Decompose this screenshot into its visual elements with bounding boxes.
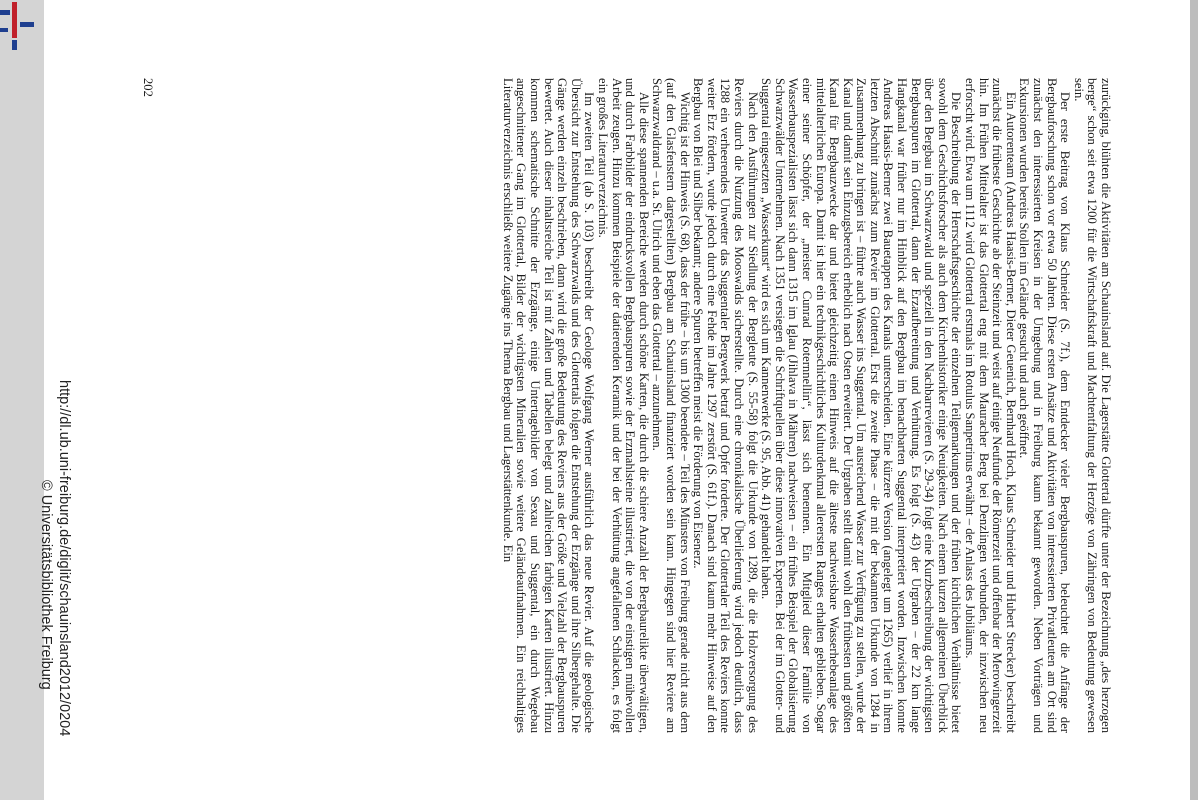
text-column bbox=[500, 78, 1112, 733]
paragraph: Alle diese spannenden Bereiche werden durch schöne Karten, die durch die schiere Anzahl der Bergbaurelikte überwältigen, und durch Farbbilder der eindrucksvollen Bergbauspuren sowie der Erzmahlsteine illustriert, die von der einstigen mühevollen Arbeit zeugen. Hinzu kommen Beispiele der datierenden Keramik und der bei der Verhüttung angefallenen Schlacken, es folgt ein großes Literaturverzeichnis. bbox=[596, 78, 651, 733]
library-logo-icon bbox=[0, 0, 44, 60]
paragraph: Ein Autorenteam (Andreas Haasis-Berner, Dieter Geuenich, Bernhard Hoch, Klaus Schneider und Hubert Strecker) beschreibt zunächst die früheste Geschichte ab der Steinzeit und weist auf einige Neufunde der Römerzeit und offenbar der Merowingerzeit hin. Im Frühen Mittelalter ist das Glottertal eng mit dem Mauracher Berg bei Denzlingen verbunden, der inzwischen neu erforscht wird. Etwa um 1112 wird Glottertal erstmals im Rotulus Sanpetrinus erwähnt – der Anlass des Jubiläums. bbox=[963, 78, 1018, 733]
paragraph: Der erste Beitrag von Klaus Schneider (S. 7f.), dem Entdecker vieler Bergbauspuren, beleuchtet die Anfänge der Bergbauforschung schon vor etwa 50 Jahren. Diese ersten Ansätze und Aktivitäten von interessierten Privatleuten am Ort sind zunächst den interessierten Kreisen in der Umgebung und in Freiburg kaum bekannt geworden. Neben Vorträgen und Exkursionen wurden bereits Stollen im Gelände gesucht und auch geöffnet. bbox=[1017, 78, 1073, 733]
paragraph: Wichtig ist der Hinweis (S. 68), dass der frühe – bis um 1300 beendete – Teil des Münsters von Freiburg gerade nicht aus dem (auf den Glasfenstern dargestellten) Bergbau am Schauinsland finanziert worden sein kann. Hingegen sind hier Reviere am Schwarzwaldrand – u.a. St. Ulrich und eben das Glottertal – anzunehmen. bbox=[650, 78, 692, 733]
viewer-right-edge bbox=[1190, 0, 1198, 800]
paragraph: zurückging, blühten die Aktivitäten am Schauinsland auf. Die Lagerstätte Glottertal dürfte unter der Bezeichnung „des herzogen berge“ schon seit etwa 1200 für die Wirtschaftskraft und Machtentfaltung der Herzöge von Zähringen von Bedeutung gewesen sein. bbox=[1071, 78, 1113, 733]
paragraph: Im zweiten Teil (ab S. 103) beschreibt der Geologe Wolfgang Werner ausführlich das neue Revier. Auf die geologische Übersicht zur Entstehung des Schwarzwalds und des Glottertals folgen die Entstehung der Erzgänge und ihre Silbergehalte. Die Gänge werden einzeln beschrieben, dann wird die große Bedeutung des Reviers aus der Größe und Vielzahl der Bergbauspuren bewertet. Auch dieser inhaltsreiche Teil ist mit Zahlen und Tabellen belegt und zahlreichen farbigen Karten illustriert. Hinzu kommen schematische Schnitte der Erzgänge, einige Untertagebilder von Sexau und Suggental, ein durch Wegebau angeschnittener Gang im Glottertal, Bilder der wichtigsten Mineralien sowie weitere Geländeaufnahmen. Ein reichhaltiges Literaturverzeichnis erschließt weitere Zugänge ins Thema Bergbau und Lagerstättenkunde. Ein bbox=[500, 78, 597, 733]
url-stamp: http://dl.ub.uni-freiburg.de/diglit/schauinsland2012/0204 bbox=[56, 380, 72, 737]
rotated-page-content bbox=[38, 0, 1190, 800]
paragraph: Die Beschreibung der Herrschaftsgeschichte der einzelnen Teilgemarkungen und der frühen kirchlichen Verhältnisse bietet sowohl dem Geschichtsforscher als auch dem Kirchenhistoriker einige Neuigkeiten. Nach einem kurzen allgemeinen Überblick über den Bergbau im Schwarzwald und speziell in den Nachbarrevieren (S. 29-34) folgt eine Kurzbeschreibung der wichtigsten Bergbauspuren im Glottertal, dann der Erzaufbereitung und Verhüttung. Es folgt (S. 43) der Urgraben – der 22 km lange Hangkanal war früher nur im Hinblick auf den Bergbau im benachbarten Suggental interpretiert worden. Inzwischen konnte Andreas Haasis-Berner zwei Bauetappen des Kanals unterscheiden. Eine kürzere Version (angelegt um 1265) verlief in ihrem letzten Abschnitt zunächst zum Revier im Glottertal. Erst die zweite Phase – die mit der bekannten Urkunde von 1284 in Zusammenhang zu bringen ist – führte auch Wasser ins Suggental. Um ausreichend Wasser zur Verfügung zu stellen, wurde der Kanal und damit sein Einzugsbereich erheblich nach Osten erweitert. Der Urgraben stellt damit wohl den frühesten und größten Kanal für Bergbauzwecke dar und bietet gleichzeitig einen Hinweis auf die älteste nachweisbare Wasserhebeanlage des mittelalterlichen Europa. Damit ist hier ein technikgeschichtliches Kulturdenkmal allerersten Ranges erhalten geblieben. Sogar einer seiner Schöpfer, der „meister Cunrad Roternnellin“, lässt sich benennen. Ein Mitglied dieser Familie von Wasserbauspezialisten lässt sich dann 1315 im Iglau (Jihlava in Mähren) nachweisen – ein frühes Beispiel der Globalisierung Schwarzwälder Unternehmen. Nach 1351 versiegen die Schriftquellen über diese innovativen Experten. Bei der im Glotter- und Suggental eingesetzten „Wasserkunst“ wird es sich um Kannenwerke (S. 95, Abb. 41) gehandelt haben. bbox=[759, 78, 964, 733]
copyright-stamp: © Universitätsbibliothek Freiburg bbox=[38, 480, 54, 690]
page-number: 202 bbox=[141, 78, 155, 97]
paragraph: Nach den Ausführungen zur Siedlung der Bergleute (S. 55-58) folgt die Urkunde von 1289, die die Holzversorgung des Reviers durch die Nutzung des Mooswalds sicherstellte. Durch eine chronikalische Überlieferung wird jedoch deutlich, dass 1288 ein verheerendes Unwetter das Suggentaler Bergwerk betraf und Opfer forderte. Der Glottertaler Teil des Reviers konnte weiter Erz fördern, wurde jedoch durch eine Fehde im Jahre 1297 zerstört (S. 61f.). Danach sind kaum mehr Hinweise auf den Bergbau von Blei und Silber bekannt; andere Spuren betreffen meist die Förderung von Eisenerz. bbox=[691, 78, 760, 733]
scanned-page bbox=[38, 0, 1190, 800]
